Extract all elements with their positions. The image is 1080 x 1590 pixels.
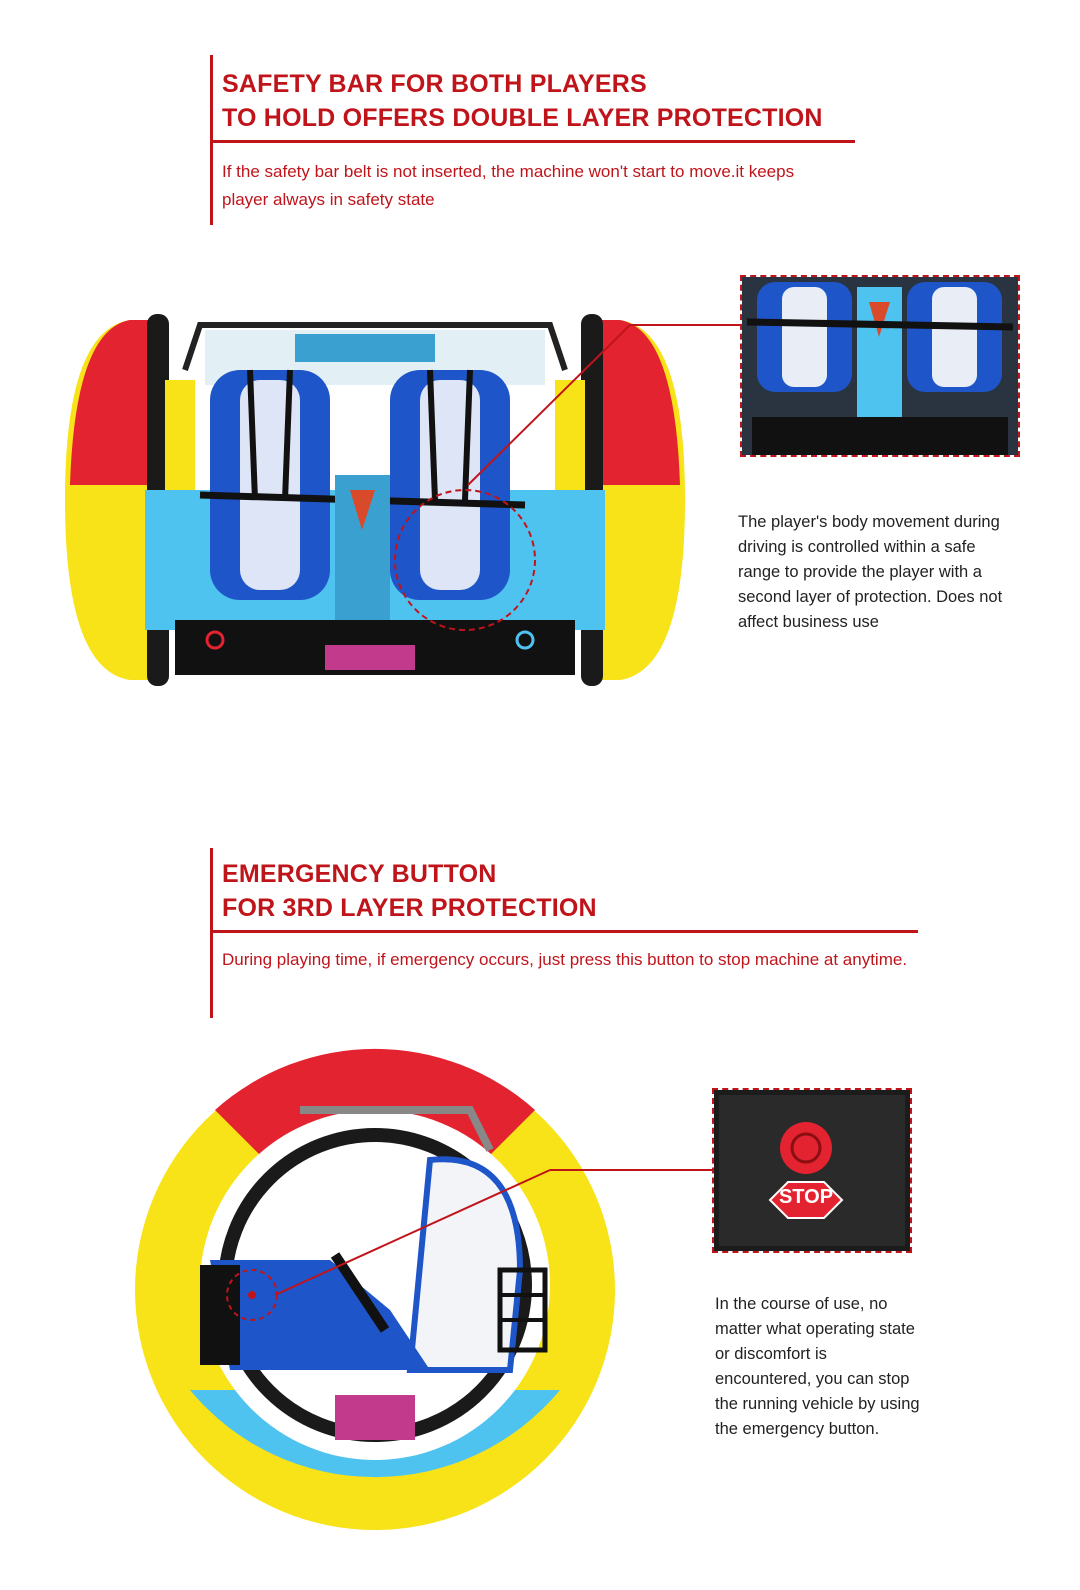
section1-callout-connector [460, 320, 745, 490]
section1-description-line-2: driving is controlled within a safe [738, 538, 976, 556]
section2-description-line-4: encountered, you can stop [715, 1370, 910, 1388]
section1-subtitle [222, 158, 794, 214]
section2-title-line-1: EMERGENCY BUTTON [222, 860, 497, 888]
section2-callout-connector [270, 1160, 720, 1300]
section1-description-line-1: The player's body movement during [738, 513, 1000, 531]
section2-subtitle-line-1: During playing time, if emergency occurs, just press this button to stop machine at anytime. [222, 950, 908, 969]
section2-description-line-6: the emergency button. [715, 1420, 880, 1438]
section2-accent-bar [210, 848, 213, 1018]
safety-bar-photo [742, 277, 1018, 455]
section1-subtitle-line-1: If the safety bar belt is not inserted, the machine won't start to move.it keeps [222, 162, 795, 181]
section1-description-line-4: second layer of protection. Does not [738, 588, 1003, 606]
section1-description [738, 510, 1002, 635]
stop-label: STOP [778, 1186, 834, 1208]
section1-description-line-3: range to provide the player with a [738, 563, 982, 581]
section2-description-line-1: In the course of use, no [715, 1295, 888, 1313]
section2-subtitle [222, 946, 907, 974]
emergency-button-inset [712, 1088, 912, 1253]
emergency-button-photo [714, 1090, 910, 1251]
section2-description [715, 1292, 920, 1442]
section1-title-line-1: SAFETY BAR FOR BOTH PLAYERS [222, 70, 647, 98]
section1-title-line-2: TO HOLD OFFERS DOUBLE LAYER PROTECTION [222, 104, 823, 132]
section1-subtitle-line-2: player always in safety state [222, 190, 435, 209]
section1-description-line-5: affect business use [738, 613, 879, 631]
section1-title-underline [210, 140, 855, 143]
section2-title-underline [210, 930, 918, 933]
section2-description-line-2: matter what operating state [715, 1320, 915, 1338]
section2-description-line-3: or discomfort is [715, 1345, 827, 1363]
safety-bar-inset [740, 275, 1020, 457]
section2-title-line-2: FOR 3RD LAYER PROTECTION [222, 894, 597, 922]
section2-description-line-5: the running vehicle by using [715, 1395, 920, 1413]
